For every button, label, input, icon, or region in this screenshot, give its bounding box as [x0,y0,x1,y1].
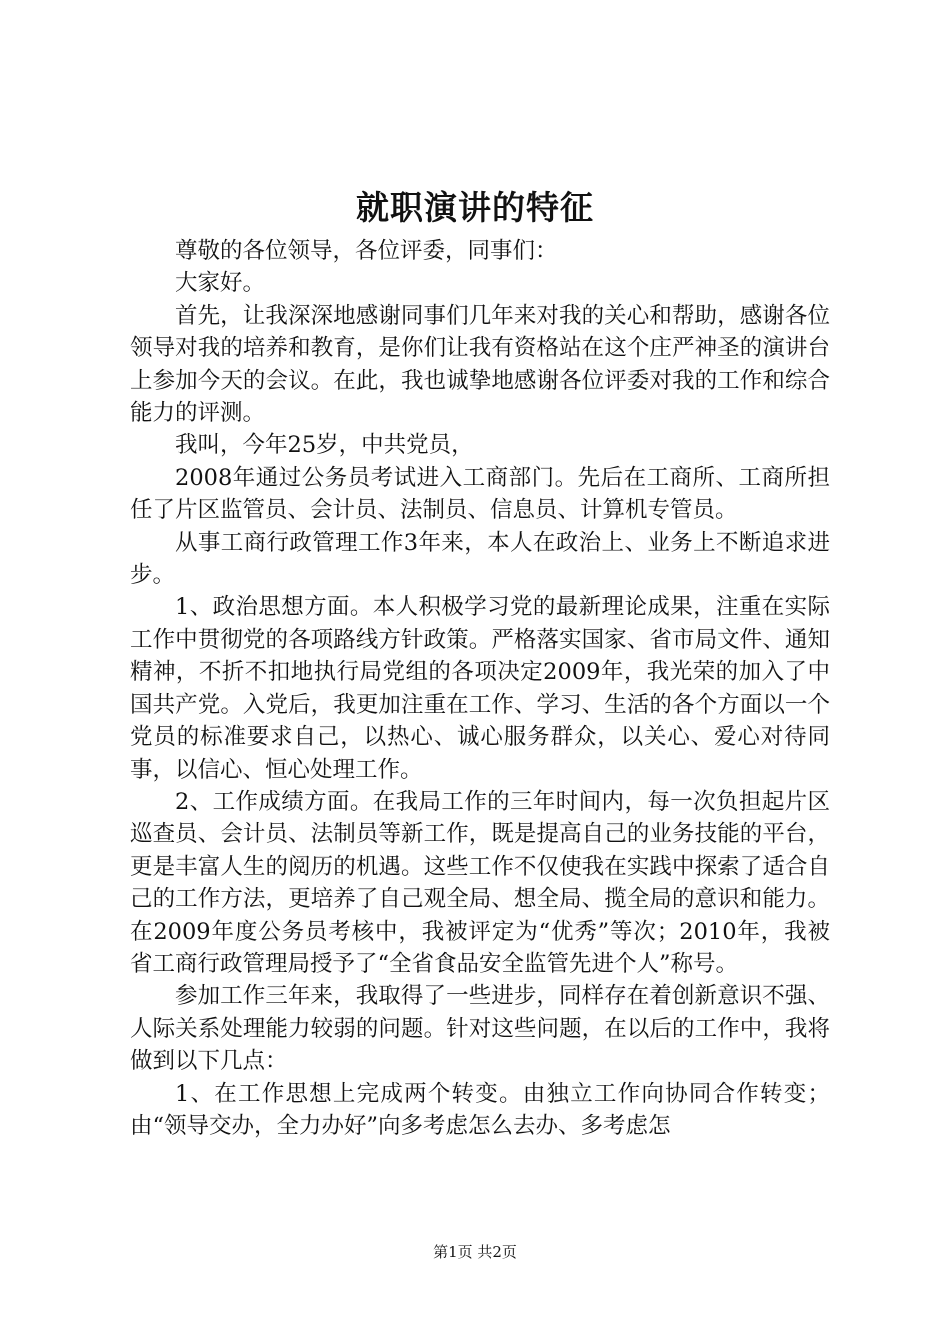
document-title: 就职演讲的特征 [356,188,594,227]
paragraph-salutation: 尊敬的各位领导，各位评委，同事们： [175,238,558,264]
paragraph-thanks: 首先，让我深深地感谢同事们几年来对我的关心和帮助，感谢各位领导对我的培养和教育，是你们让我有资格站在这个庄严神圣的演讲台上参加今天的会议。在此，我也诚挚地感谢各位评委对我的工作和综合能力的评测。 [130,302,830,427]
paragraph-progress: 从事工商行政管理工作3年来，本人在政治上、业务上不断追求进步。 [130,529,830,589]
paragraph-achievements: 2、工作成绩方面。在我局工作的三年时间内，每一次负担起片区巡查员、会计员、法制员等新工作，既是提高自己的业务技能的平台，更是丰富人生的阅历的机遇。这些工作不仅使我在实践中探索了适合自己的工作方法，更培养了自己观全局、想全局、揽全局的意识和能力。在2009年度公务员考核中，我被评定为“优秀”等次；2010年，我被省工商行政管理局授予了“全省食品安全监管先进个人”称号。 [130,788,830,977]
paragraph-plan-1: 1、在工作思想上完成两个转变。由独立工作向协同合作转变；由“领导交办，全力办好”向多考虑怎么去办、多考虑怎 [130,1080,830,1139]
paragraph-political: 1、政治思想方面。本人积极学习党的最新理论成果，注重在实际工作中贯彻党的各项路线方针政策。严格落实国家、省市局文件、通知精神，不折不扣地执行局党组的各项决定2009年，我光荣的加入了中国共产党。入党后，我更加注重在工作、学习、生活的各个方面以一个党员的标准要求自己，以热心、诚心服务群众，以关心、爱心对待同事，以信心、恒心处理工作。 [130,594,830,783]
paragraph-self-intro: 我叫，今年25岁，中共党员， [175,432,474,459]
paragraph-career: 2008年通过公务员考试进入工商部门。先后在工商所、工商所担任了片区监管员、会计员、法制员、信息员、计算机专管员。 [130,464,830,524]
paragraph-greeting: 大家好。 [175,270,266,297]
document-body [130,235,830,1142]
paragraph-shortcomings: 参加工作三年来，我取得了一些进步，同样存在着创新意识不强、人际关系处理能力较弱的问题。针对这些问题，在以后的工作中，我将做到以下几点： [130,983,830,1075]
page-footer: 第1页 共2页 [433,1243,517,1261]
